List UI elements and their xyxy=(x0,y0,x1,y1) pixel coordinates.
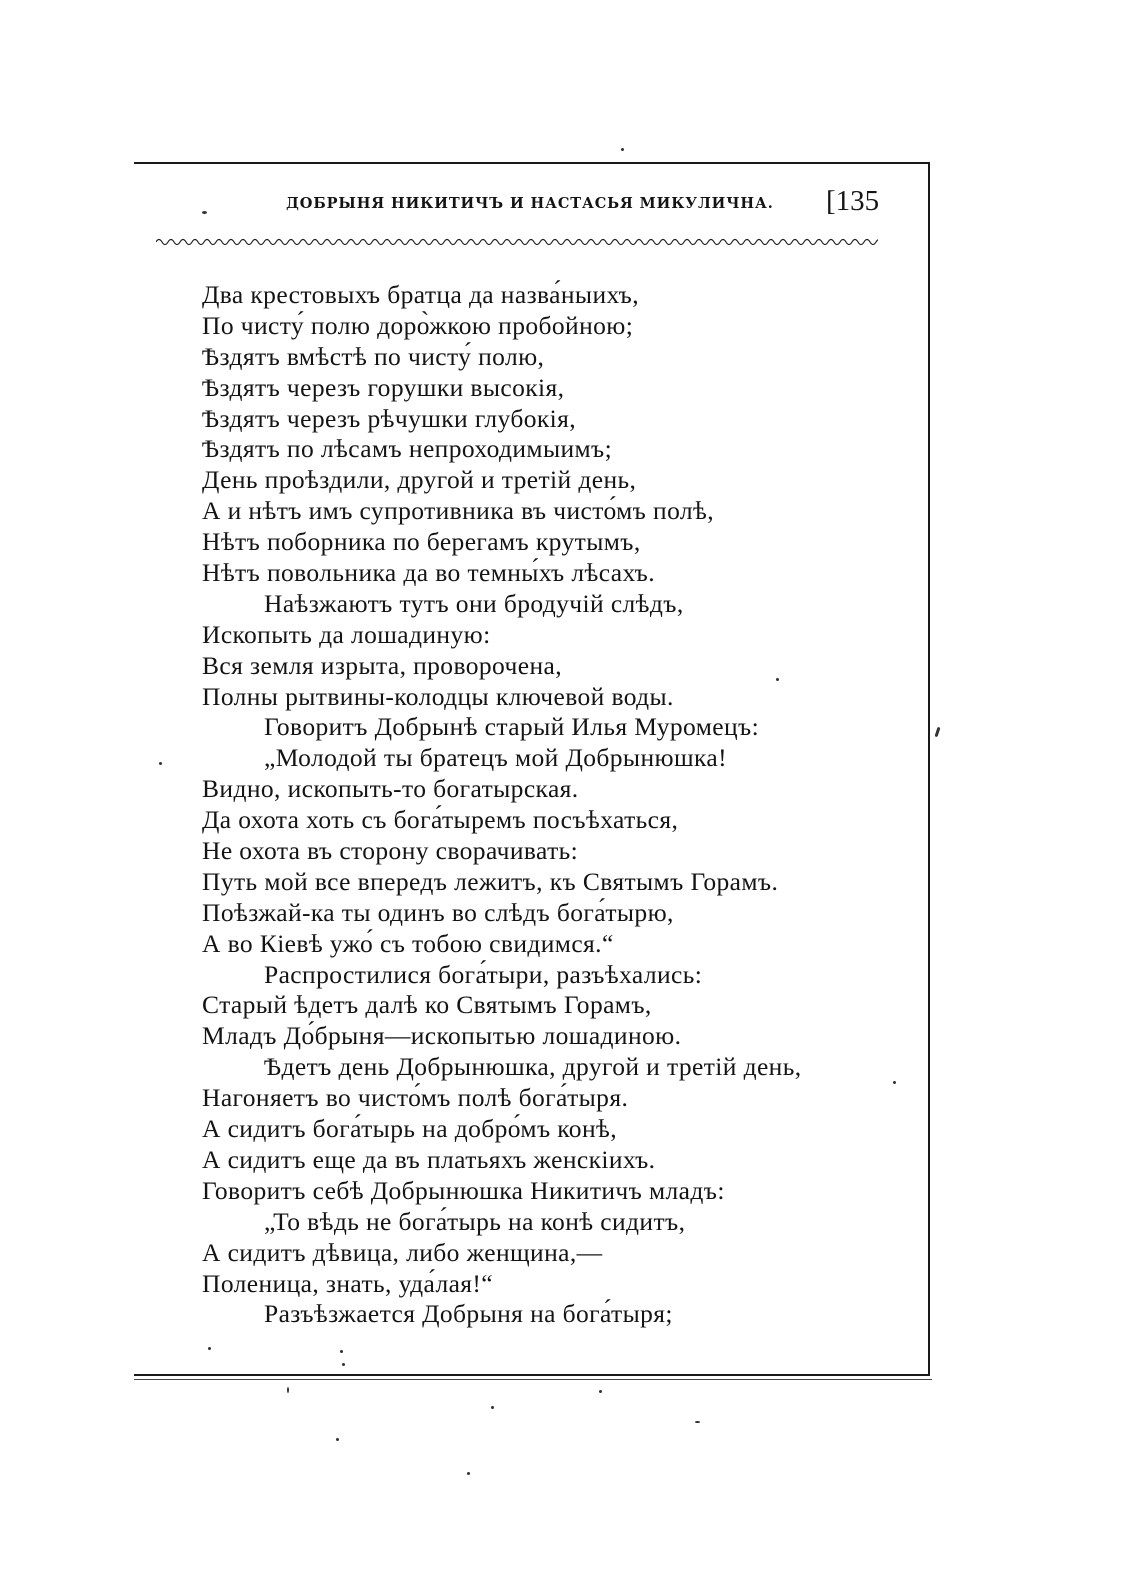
print-speck xyxy=(599,1390,602,1393)
verse-line: Нагоняетъ во чисто́мъ полѣ бога́тыря. xyxy=(202,1083,629,1113)
verse-line: Нѣтъ повольника да во темны́хъ лѣсахъ. xyxy=(202,558,656,588)
verse-line: А сидитъ бога́тырь на добро́мъ конѣ, xyxy=(202,1114,618,1144)
bottom-rule xyxy=(134,1379,932,1380)
print-speck xyxy=(776,678,779,681)
print-speck xyxy=(340,1350,343,1353)
verse-line: Ѣздятъ по лѣсамъ непроходимыимъ; xyxy=(202,434,613,464)
print-speck xyxy=(336,1438,339,1441)
verse-line: А и нѣтъ имъ супротивника въ чисто́мъ полѣ, xyxy=(202,496,715,526)
print-speck xyxy=(287,1387,289,1393)
verse-line: А во Кіевѣ ужо́ съ тобою свидимся.“ xyxy=(202,928,614,958)
verse-line: Разъѣзжается Добрыня на бога́тыря; xyxy=(264,1299,673,1329)
print-speck xyxy=(935,727,941,737)
verse-line: Да охота хоть съ бога́тыремъ посъѣхаться, xyxy=(202,805,679,835)
print-speck xyxy=(621,148,624,151)
print-speck xyxy=(159,762,162,765)
print-speck xyxy=(491,1406,494,1409)
verse-line: Ѣздятъ черезъ горушки высокія, xyxy=(202,372,565,402)
verse-line: По чисту́ полю доро̀жкою пробойною; xyxy=(202,310,634,340)
verse-line: Вся земля изрыта, проворочена, xyxy=(202,650,562,680)
verse-line: Поленица, знать, уда́лая!“ xyxy=(202,1268,494,1298)
print-speck xyxy=(893,1081,896,1084)
verse-line: Говоритъ себѣ Добрынюшка Никитичъ младъ: xyxy=(202,1175,725,1205)
print-speck xyxy=(208,1347,211,1350)
verse-line: Наѣзжаютъ тутъ они бродучій слѣдъ, xyxy=(264,588,684,618)
verse-line: „То вѣдь не бога́тырь на конѣ сидитъ, xyxy=(264,1206,686,1236)
verse-line: Нѣтъ поборника по берегамъ крутымъ, xyxy=(202,527,641,557)
running-title: ДОБРЫНЯ НИКИТИЧЪ И НАСТАСЬЯ МИКУЛИЧНА. xyxy=(286,195,774,212)
verse-line: Ископыть да лошадиную: xyxy=(202,619,491,649)
wavy-rule-ornament xyxy=(156,236,878,248)
verse-line: Младъ До́брыня—ископытью лошадиною. xyxy=(202,1021,682,1051)
verse-line: Полны рытвины-колодцы ключевой воды. xyxy=(202,681,674,711)
verse-text xyxy=(202,280,802,1330)
verse-line: Поѣзжай-ка ты одинъ во слѣдъ бога́тырю, xyxy=(202,897,674,927)
verse-line: Говоритъ Добрынѣ старый Илья Муромецъ: xyxy=(264,712,760,742)
verse-line: Ѣздятъ вмѣстѣ по чисту́ полю, xyxy=(202,341,545,371)
verse-line: Ѣдетъ день Добрынюшка, другой и третій день, xyxy=(264,1052,802,1082)
print-speck xyxy=(202,211,207,214)
verse-line: „Молодой ты братецъ мой Добрынюшка! xyxy=(264,743,728,773)
verse-line: Распростилися бога́тыри, разъѣхались: xyxy=(264,959,703,989)
page-number: [135 xyxy=(826,185,880,217)
print-speck xyxy=(342,1363,345,1366)
verse-line: А сидитъ дѣвица, либо женщина,— xyxy=(202,1237,603,1267)
verse-line: Старый ѣдетъ далѣ ко Святымъ Горамъ, xyxy=(202,990,652,1020)
verse-line: День проѣздили, другой и третій день, xyxy=(202,465,637,495)
verse-line: Два крестовыхъ братца да назва́ныихъ, xyxy=(202,280,640,309)
verse-line: А сидитъ еще да въ платьяхъ женскіихъ. xyxy=(202,1144,656,1174)
verse-line: Путь мой все впередъ лежитъ, къ Святымъ Горамъ. xyxy=(202,866,779,896)
verse-line: Видно, ископыть-то богатырская. xyxy=(202,774,579,804)
verse-line: Ѣздятъ черезъ рѣчушки глубокія, xyxy=(202,403,577,433)
print-speck xyxy=(695,1421,700,1423)
print-speck xyxy=(467,1472,470,1475)
verse-line: Не охота въ сторону сворачивать: xyxy=(202,836,579,866)
